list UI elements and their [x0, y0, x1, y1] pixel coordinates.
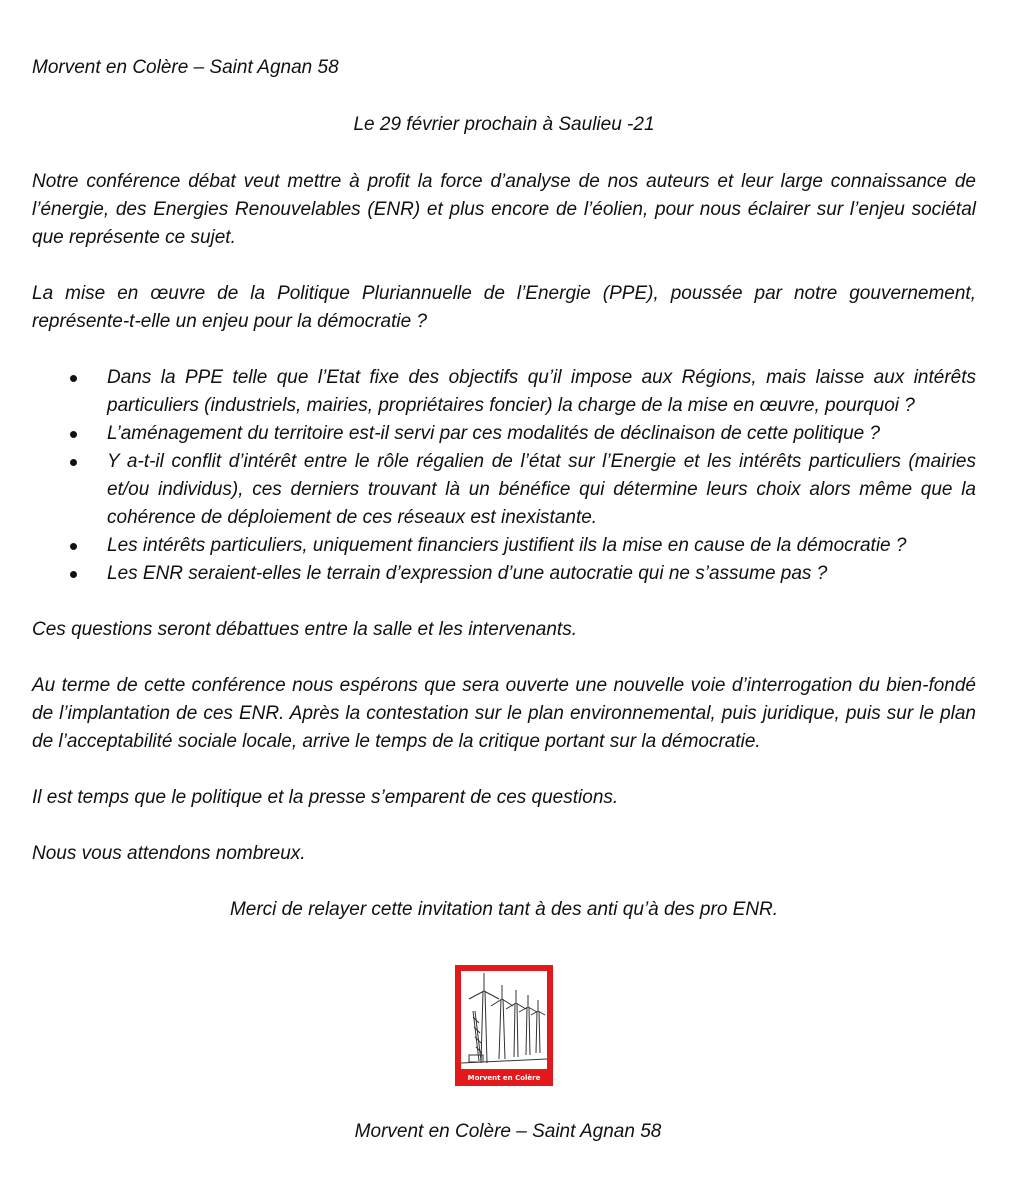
wind-turbines-drawing	[461, 971, 547, 1069]
bullet-icon	[70, 375, 77, 382]
welcome-paragraph: Nous vous attendons nombreux.	[32, 843, 306, 864]
list-item	[32, 420, 976, 448]
bullet-icon	[70, 571, 77, 578]
list-item-text: L’aménagement du territoire est-il servi par ces modalités de déclinaison de cette politique ?	[107, 423, 881, 444]
debate-paragraph: Ces questions seront débattues entre la salle et les intervenants.	[32, 619, 577, 640]
relay-paragraph: Merci de relayer cette invitation tant à des anti qu’à des pro ENR.	[229, 899, 779, 920]
bullet-icon	[70, 543, 77, 550]
list-item-text: Les intérêts particuliers, uniquement financiers justifient ils la mise en cause de la démocratie ?	[107, 535, 907, 556]
logo	[455, 965, 553, 1086]
intro-paragraph: Notre conférence débat veut mettre à profit la force d’analyse de nos auteurs et leur large connaissance de l’énergie, des Energies Renouvelables (ENR) et plus encore de l’éolien, pour nous éclairer sur l’enjeu sociétal que représente ce sujet.	[32, 171, 976, 248]
letter-body	[32, 54, 976, 924]
footer-org: Morvent en Colère – Saint Agnan 58	[354, 1121, 662, 1142]
bullet-icon	[70, 431, 77, 438]
list-item	[32, 448, 976, 532]
event-date: Le 29 février prochain à Saulieu -21	[353, 114, 655, 135]
list-item	[32, 364, 976, 420]
logo-caption: Morvent en Colère	[467, 1074, 541, 1082]
question-paragraph: La mise en œuvre de la Politique Pluriannuelle de l’Energie (PPE), poussée par notre gouvernement, représente-t-elle un enjeu pour la démocratie ?	[32, 283, 976, 332]
header-org: Morvent en Colère – Saint Agnan 58	[32, 57, 339, 78]
list-item-text: Dans la PPE telle que l’Etat fixe des objectifs qu’il impose aux Régions, mais laisse aux intérêts particuliers (industriels, mairies, propriétaires foncier) la charge de la mise en œuvre, pourquoi ?	[107, 367, 976, 416]
bullet-icon	[70, 459, 77, 466]
conclusion-paragraph: Au terme de cette conférence nous espérons que sera ouverte une nouvelle voie d’interrogation du bien-fondé de l’implantation de ces ENR. Après la contestation sur le plan environnemental, puis juridique, puis sur le plan de l’acceptabilité sociale locale, arrive le temps de la critique portant sur la démocratie.	[32, 675, 976, 752]
list-item-text: Les ENR seraient-elles le terrain d’expression d’une autocratie qui ne s’assume pas ?	[107, 563, 828, 584]
list-item	[32, 560, 976, 588]
list-item-text: Y a-t-il conflit d’intérêt entre le rôle régalien de l’état sur l’Energie et les intérêts particuliers (mairies et/ou individus), ces derniers trouvant là un bénéfice qui détermine leurs choix alors même que la cohérence de déploiement de ces réseaux est inexistante.	[107, 451, 976, 528]
press-paragraph: Il est temps que le politique et la presse s’emparent de ces questions.	[32, 787, 619, 808]
list-item	[32, 532, 976, 560]
wind-turbines-icon	[461, 971, 547, 1069]
bullet-list	[32, 364, 976, 588]
